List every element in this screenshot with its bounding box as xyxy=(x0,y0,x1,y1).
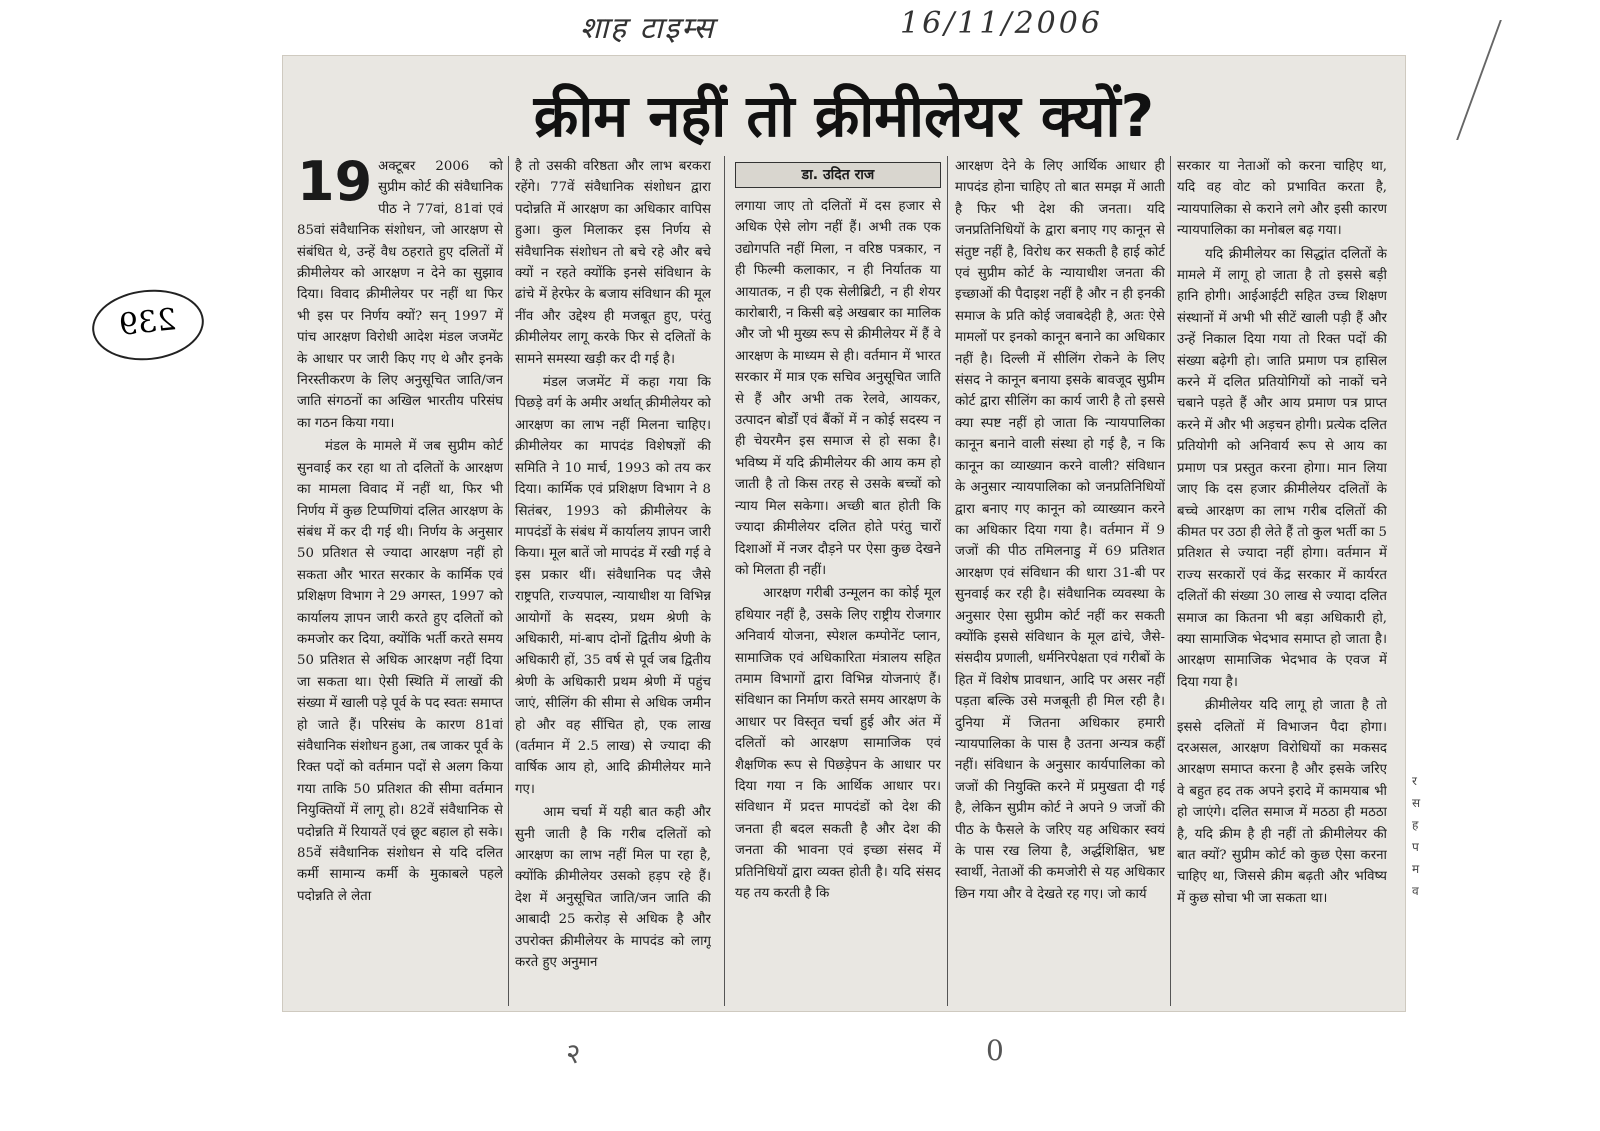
newspaper-clipping xyxy=(283,56,1405,1011)
margin-char: प xyxy=(1412,840,1419,854)
column-1 xyxy=(297,156,503,1006)
page-number: 239 xyxy=(117,302,179,343)
paragraph: यदि क्रीमीलेयर का सिद्धांत दलितों के मामले में लागू हो जाता है तो इससे बड़ी हानि होगी। आईआईटी सहित उच्च शिक्षण संस्थानों में अभी भी सीटें खाली पड़ी हैं और उन्हें निकाल दिया गया तो रिक्त पदों की संख्या बढ़ेगी हो। जाति प्रमाण पत्र हासिल करने में दलित प्रतियोगियों को नाकों चने चबाने पड़ते हैं और आय प्रमाण पत्र प्राप्त करने में और भी अड़चन होगी। प्रत्येक दलित प्रतियोगी को अनिवार्य रूप से आय का प्रमाण पत्र प्रस्तुत करना होगा। मान लिया जाए कि दस हजार क्रीमीलेयर दलितों के बच्चे आरक्षण का लाभ गरीब दलितों की कीमत पर उठा ही लेते हैं तो कुल भर्ती का 5 प्रतिशत से ज्यादा नहीं होगा। वर्तमान में राज्य सरकारों एवं केंद्र सरकार में कार्यरत दलितों की संख्या 30 लाख से ज्यादा दलित समाज का कितना भी बड़ा अधिकारी हो, क्या सामाजिक भेदभाव समाप्त हो जाता है। आरक्षण सामाजिक भेदभाव के एवज में दिया गया है। xyxy=(1177,246,1387,690)
paragraph: लगाया जाए तो दलितों में दस हजार से अधिक ऐसे लोग नहीं हैं। अभी तक एक उद्योगपति नहीं मिला, न वरिष्ठ पत्रकार, न ही फिल्मी कलाकार, न ही निर्यातक या आयातक, न ही एक सेलीब्रिटी, न ही शेयर कारोबारी, न किसी बड़े अखबार का मालिक और जो भी मुख्य रूप से क्रीमीलेयर में हैं वे आरक्षण के माध्यम से ही। वर्तमान में भारत सरकार में मात्र एक सचिव अनुसूचित जाति से हैं और अभी तक रेलवे, आयकर, उत्पादन बोर्डों एवं बैंकों में न कोई सदस्य न ही चेयरमैन इस समाज से हो सका है। भविष्य में यदि क्रीमीलेयर की आय कम हो जाती है तो किस तरह से उसके बच्चों को न्याय मिल सकेगा। अच्छी बात होती कि ज्यादा क्रीमीलेयर दलित होते परंतु चारों दिशाओं में नजर दौड़ने पर ऐसा कुछ देखने को मिलता ही नहीं। xyxy=(735,199,941,578)
margin-char: ह xyxy=(1412,818,1419,832)
scan-edge-mark xyxy=(1456,20,1562,140)
paragraph: अक्टूबर 2006 को सुप्रीम कोर्ट की संवैधानिक पीठ ने 77वां, 81वां एवं 85वां संवैधानिक संशोधन, जो आरक्षण से संबंधित थे, उन्हें वैध ठहराते हुए दलितों में क्रीमीलेयर को आरक्षण न देने का सुझाव दिया। विवाद क्रीमीलेयर पर नहीं था फिर भी इस पर निर्णय क्यों? सन् 1997 में पांच आरक्षण विरोधी आदेश मंडल जजमेंट के आधार पर जारी किए गए थे और इनके निरस्तीकरण के लिए अनुसूचित जाति/जन जाति संगठनों का अखिल भारतीय परिसंघ का गठन किया गया। xyxy=(297,159,503,431)
paragraph: मंडल जजमेंट में कहा गया कि पिछड़े वर्ग के अमीर अर्थात् क्रीमीलेयर को आरक्षण का लाभ नहीं मिलना चाहिए। क्रीमीलेयर का मापदंड विशेषज्ञों की समिति ने 10 मार्च, 1993 को तय कर दिया। कार्मिक एवं प्रशिक्षण विभाग ने 8 सितंबर, 1993 को क्रीमीलेयर के मापदंडों के संबंध में कार्यालय ज्ञापन जारी किया। मूल बातें जो मापदंड में रखी गई वे इस प्रकार थीं। संवैधानिक पद जैसे राष्ट्रपति, राज्यपाल, न्यायाधीश या विभिन्न आयोगों के सदस्य, प्रथम श्रेणी के अधिकारी, मां-बाप दोनों द्वितीय श्रेणी के अधिकारी हों, 35 वर्ष से पूर्व जब द्वितीय श्रेणी के अधिकारी प्रथम श्रेणी में पहुंच जाएं, सीलिंग की सीमा से अधिक जमीन हो और वह सींचित हो, एक लाख (वर्तमान में 2.5 लाख) से ज्यादा की वार्षिक आय हो, आदि क्रीमीलेयर माने गए। xyxy=(515,375,711,797)
headline: क्रीम नहीं तो क्रीमीलेयर क्यों? xyxy=(533,82,1155,150)
margin-char: म xyxy=(1412,862,1420,876)
paragraph: आम चर्चा में यही बात कही और सुनी जाती है कि गरीब दलितों को आरक्षण का लाभ नहीं मिल पा रहा है, क्योंकि क्रीमीलेयर उसको हड़प रहे हैं। देश में अनुसूचित जाति/जन जाति की आबादी 25 करोड़ से अधिक है और उपरोक्त क्रीमीलेयर के मापदंड को लागू करते हुए अनुमान xyxy=(515,805,711,971)
paragraph: सरकार या नेताओं को करना चाहिए था, यदि वह वोट को प्रभावित करता है, न्यायपालिका से कराने लगे और इसी कारण न्यायपालिका का मनोबल बढ़ गया। xyxy=(1177,159,1387,239)
margin-fragment-text xyxy=(1412,770,1420,902)
column-5 xyxy=(1177,156,1387,1006)
footer-mark: २ xyxy=(566,1037,581,1070)
margin-char: व xyxy=(1412,884,1419,898)
column-3 xyxy=(735,156,941,1006)
paragraph: मंडल के मामले में जब सुप्रीम कोर्ट सुनवाई कर रहा था तो दलितों के आरक्षण का मामला विवाद में नहीं था, फिर भी निर्णय में कुछ टिप्पणियां दलित आरक्षण के संबंध में कर दी गई थी। निर्णय के अनुसार 50 प्रतिशत से ज्यादा आरक्षण नहीं हो सकता और भारत सरकार के कार्मिक एवं प्रशिक्षण विभाग ने 29 अगस्त, 1997 को कार्यालय ज्ञापन जारी करते हुए दलितों को कमजोर कर दिया, क्योंकि भर्ती करते समय 50 प्रतिशत से अधिक आरक्षण नहीं दिया जा सकता था। ऐसी स्थिति में लाखों की संख्या में खाली पड़े पूर्व के पद स्वतः समाप्त हो जाते हैं। परिसंघ के कारण 81वां संवैधानिक संशोधन हुआ, तब जाकर पूर्व के रिक्त पदों को वर्तमान पदों से अलग किया गया ताकि 50 प्रतिशत की सीमा वर्तमान नियुक्तियों में लागू हो। 82वें संवैधानिक से पदोन्नति में रियायतें एवं छूट बहाल हो सके। 85वें संवैधानिक संशोधन से यदि दलित कर्मी सामान्य कर्मी के मुकाबले पहले पदोन्नति ले लेता xyxy=(297,439,503,904)
column-rule xyxy=(724,156,725,1006)
date-handwritten: 16/11/2006 xyxy=(900,6,1103,41)
column-rule xyxy=(1170,156,1171,1006)
paragraph: आरक्षण देने के लिए आर्थिक आधार ही मापदंड होना चाहिए तो बात समझ में आती है फिर भी देश की जनता। यदि जनप्रतिनिधियों के द्वारा बनाए गए कानून से संतुष्ट नहीं है, विरोध कर सकती है हाई कोर्ट एवं सुप्रीम कोर्ट के न्यायाधीश जनता की इच्छाओं की पैदाइश नहीं है और न ही इनकी समाज के प्रति कोई जवाबदेही है, अतः ऐसे मामलों पर इनको कानून बनाने का अधिकार नहीं है। दिल्ली में सीलिंग रोकने के लिए संसद ने कानून बनाया इसके बावजूद सुप्रीम कोर्ट द्वारा सीलिंग का कार्य जारी है तो इससे क्या स्पष्ट नहीं हो जाता कि न्यायपालिका कानून बनाने वाली संस्था हो गई है, न कि कानून का व्याख्यान करने वाली? संविधान के अनुसार न्यायपालिका को जनप्रतिनिधियों द्वारा बनाए गए कानून को व्याख्यान करने का अधिकार दिया गया है। वर्तमान में 9 जजों की पीठ तमिलनाडु में 69 प्रतिशत आरक्षण एवं संविधान की धारा 31-बी पर सुनवाई कर रही है। संवैधानिक व्यवस्था के अनुसार ऐसा सुप्रीम कोर्ट नहीं कर सकती क्योंकि इससे संविधान के मूल ढांचे, जैसे- संसदीय प्रणाली, धर्मनिरपेक्षता एवं गरीबों के हित में विशेष प्रावधान, आदि पर असर नहीं पड़ता बल्कि उसे मजबूती ही मिल रही है। दुनिया में जितना अधिकार हमारी न्यायपालिका के पास है उतना अन्यत्र कहीं नहीं। संविधान के अनुसार कार्यपालिका को जजों की नियुक्ति करने में प्रमुखता दी गई है, लेकिन सुप्रीम कोर्ट ने अपने 9 जजों की पीठ के फैसले के जरिए यह अधिकार स्वयं के पास रख लिया है, अर्द्धशिक्षित, भ्रष्ट स्वार्थी, नेताओं की कमजोरी से यह अधिकार छिन गया और वे देखते रह गए। जो कार्य xyxy=(955,159,1165,902)
column-rule xyxy=(508,156,509,1006)
column-2 xyxy=(515,156,711,1006)
paragraph: आरक्षण गरीबी उन्मूलन का कोई मूल हथियार नहीं है, उसके लिए राष्ट्रीय रोजगार अनिवार्य योजना, स्पेशल कम्पोनेंट प्लान, सामाजिक एवं अधिकारिता मंत्रालय सहित तमाम विभागों द्वारा विभिन्न योजनाएं हैं। संविधान का निर्माण करते समय आरक्षण के आधार पर विस्तृत चर्चा हुई और अंत में दलितों को आरक्षण सामाजिक एवं शैक्षणिक रूप से पिछड़ेपन के आधार पर दिया गया न कि आर्थिक आधार पर। संविधान में प्रदत्त मापदंडों को देश की जनता ही बदल सकती है और देश की जनता की भावना एवं इच्छा संसद में प्रतिनिधियों द्वारा व्यक्त होती है। यदि संसद यह तय करती है कि xyxy=(735,586,941,901)
dropcap: 19 xyxy=(297,156,373,213)
masthead-handwritten: शाह टाइम्स xyxy=(580,11,716,46)
column-4 xyxy=(955,156,1165,1006)
footer-mark: 0 xyxy=(986,1034,1004,1067)
paragraph: है तो उसकी वरिष्ठता और लाभ बरकरा रहेंगे। 77वें संवैधानिक संशोधन द्वारा पदोन्नति में आरक्षण का अधिकार वापिस हुआ। कुल मिलाकर इस निर्णय से संवैधानिक संशोधन तो बचे रहे और बचे क्यों न रहते क्योंकि इनसे संविधान के ढांचे में हेरफेर के बजाय संविधान की मूल नींव और उद्देश्य ही मजबूत हुए, परंतु क्रीमीलेयर लागू करके फिर से दलितों के सामने समस्या खड़ी कर दी गई है। xyxy=(515,159,711,367)
margin-char: र xyxy=(1412,774,1417,788)
margin-char: स xyxy=(1412,796,1421,810)
byline: डा. उदित राज xyxy=(735,162,941,188)
column-rule xyxy=(947,156,948,1006)
page-number-stamp xyxy=(89,284,208,365)
paragraph: क्रीमीलेयर यदि लागू हो जाता है तो इससे दलितों में विभाजन पैदा होगा। दरअसल, आरक्षण विरोधियों का मकसद आरक्षण समाप्त करना है और इसके जरिए वे बहुत हद तक अपने इरादे में कामयाब भी हो जाएंगे। दलित समाज में मठठा ही मठठा है, यदि क्रीम है ही नहीं तो क्रीमीलेयर की बात क्यों? सुप्रीम कोर्ट को कुछ ऐसा करना चाहिए था, जिससे क्रीम बढ़ती और भविष्य में कुछ सोचा भी जा सकता था। xyxy=(1177,698,1387,906)
